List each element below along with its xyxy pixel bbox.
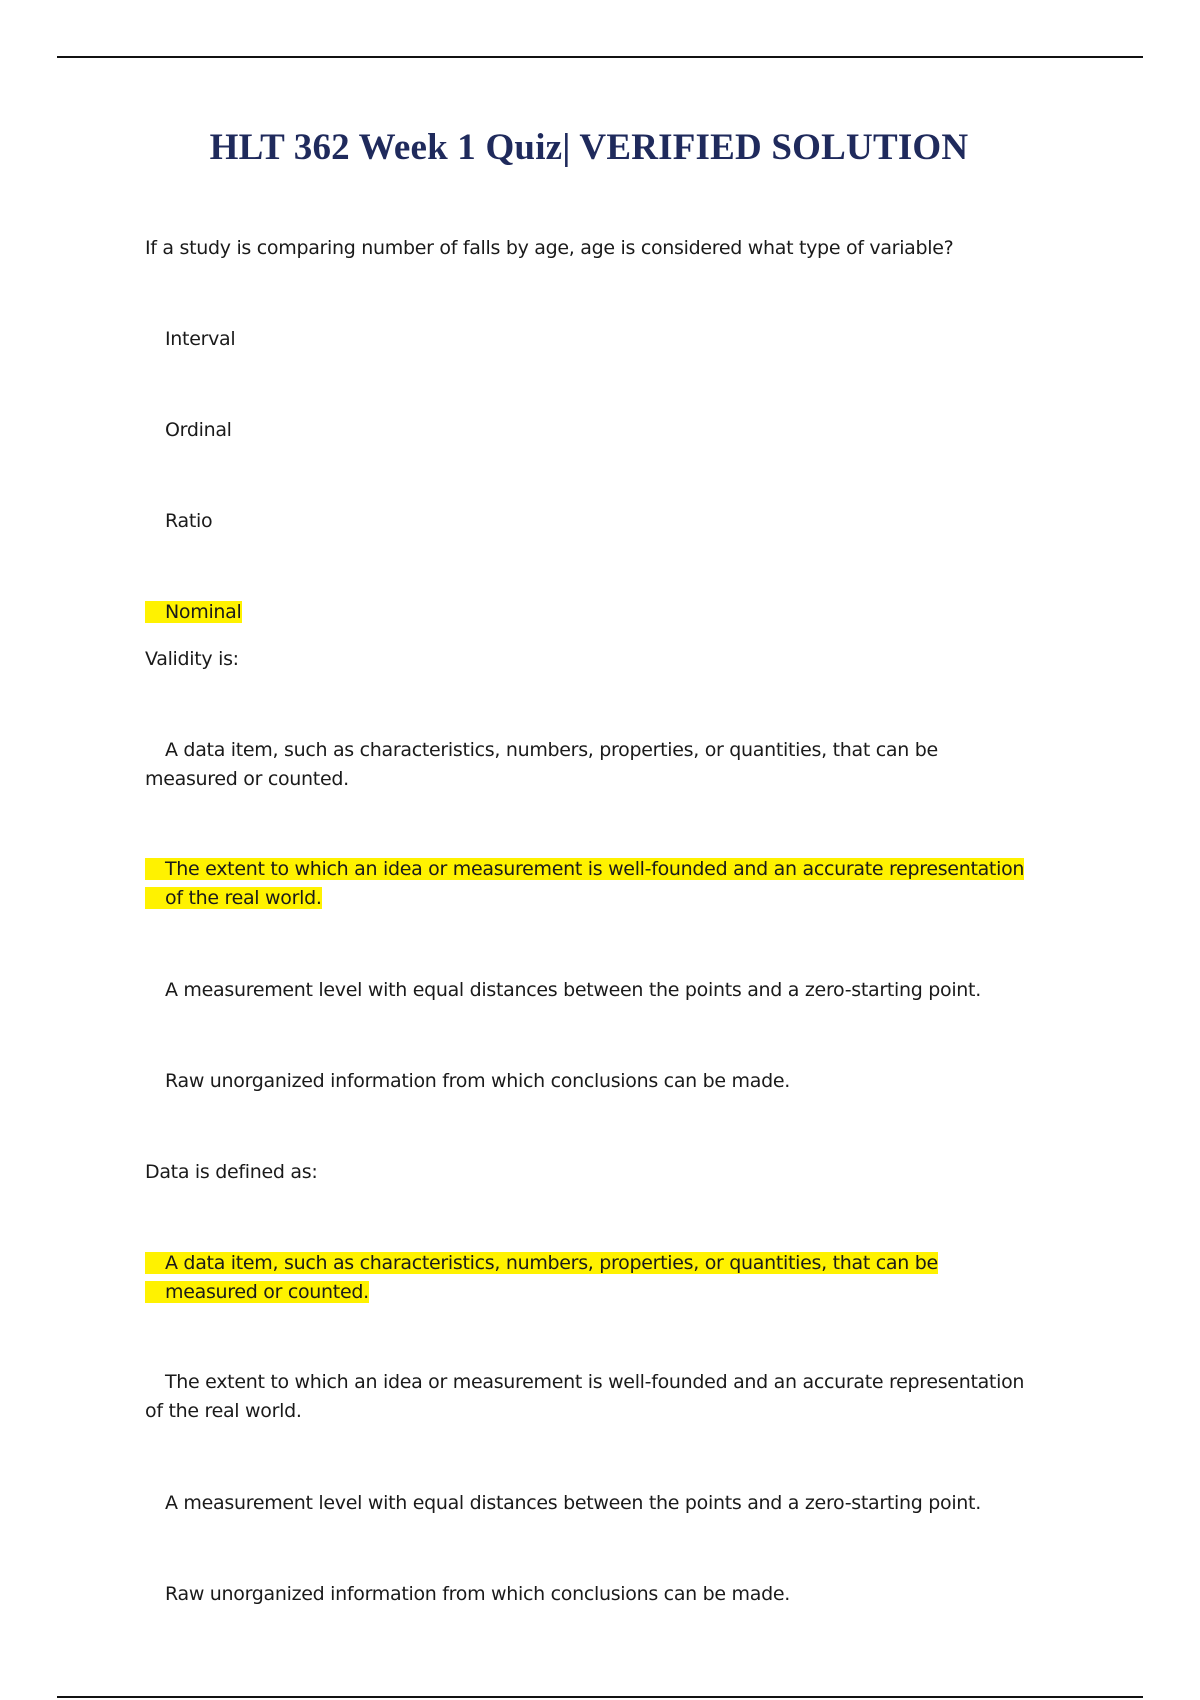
- option-text: Ordinal: [165, 419, 232, 441]
- option-text: The extent to which an idea or measurement is well-founded and an accurate representation of the real world.: [145, 858, 1024, 909]
- question-1-option-4-answer: [145, 598, 1035, 627]
- question-3-option-2: [145, 1368, 1035, 1426]
- question-1-option-1: [145, 325, 1035, 354]
- question-2-option-2-answer: [145, 855, 1035, 913]
- question-2-option-4: [145, 1067, 1035, 1096]
- question-3-option-4: [145, 1580, 1035, 1609]
- option-text: A measurement level with equal distances between the points and a zero-starting point.: [165, 1492, 981, 1514]
- option-text: The extent to which an idea or measurement is well-founded and an accurate representation of the real world.: [145, 1371, 1025, 1422]
- option-text: A data item, such as characteristics, numbers, properties, or quantities, that can be measured or counted.: [145, 739, 938, 790]
- option-text: Raw unorganized information from which conclusions can be made.: [165, 1583, 790, 1605]
- option-text: A data item, such as characteristics, numbers, properties, or quantities, that can be measured or counted.: [145, 1252, 938, 1303]
- bottom-rule: [57, 1696, 1143, 1698]
- question-3-option-1-answer: [145, 1249, 1035, 1307]
- question-3-prompt: Data is defined as:: [145, 1161, 318, 1183]
- option-text: Interval: [165, 328, 236, 350]
- question-1-option-2: [145, 416, 1035, 445]
- question-2-option-1: [145, 736, 1035, 794]
- question-2-prompt: Validity is:: [145, 648, 239, 670]
- question-3-option-3: [145, 1489, 1035, 1518]
- top-rule: [57, 56, 1143, 58]
- option-text: Raw unorganized information from which conclusions can be made.: [165, 1070, 790, 1092]
- question-1-prompt: If a study is comparing number of falls by age, age is considered what type of variable?: [145, 237, 954, 259]
- question-1-option-3: [145, 507, 1035, 536]
- page-title: HLT 362 Week 1 Quiz| VERIFIED SOLUTION: [209, 127, 969, 168]
- question-2-option-3: [145, 976, 1035, 1005]
- option-text: Ratio: [165, 510, 213, 532]
- option-text: A measurement level with equal distances between the points and a zero-starting point.: [165, 979, 981, 1001]
- option-text: Nominal: [145, 601, 242, 623]
